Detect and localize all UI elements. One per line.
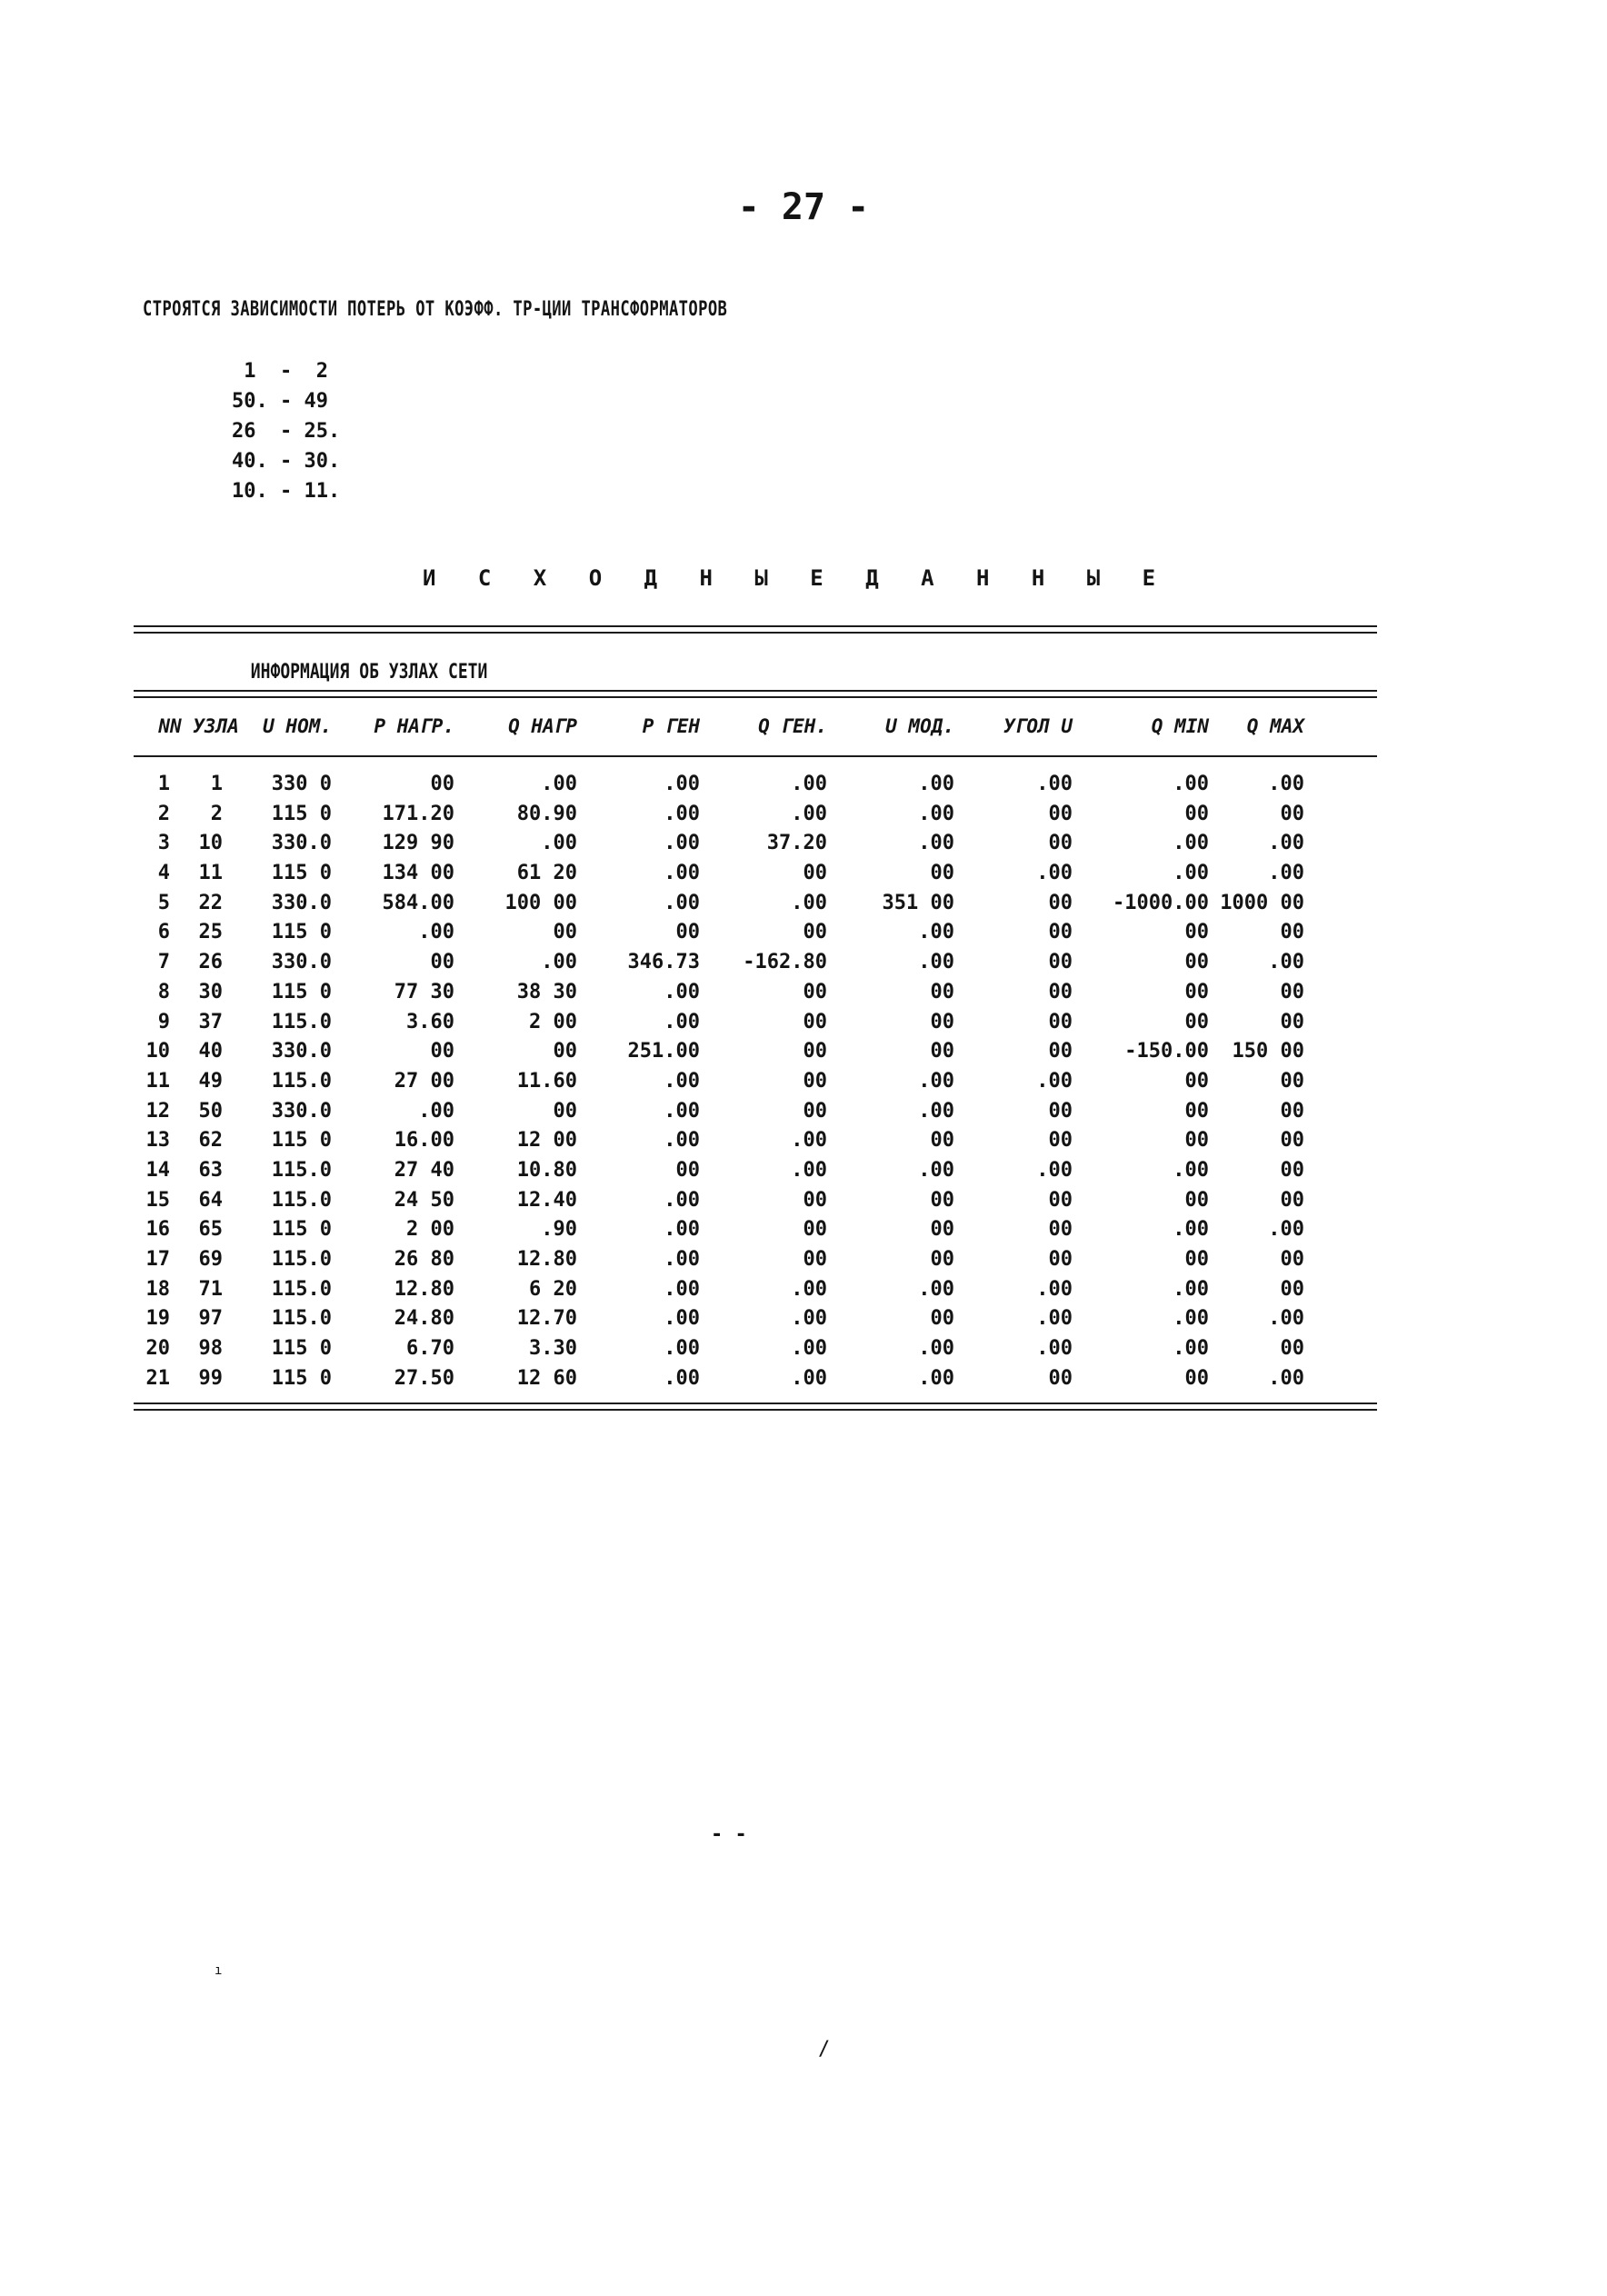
table-cell: 37 (198, 1010, 223, 1033)
table-cell: 00 (1184, 1366, 1209, 1390)
table-cell: 00 (1048, 951, 1073, 974)
table-cell: 98 (198, 1337, 223, 1361)
table-cell: .00 (791, 1129, 827, 1153)
table-cell: 11.60 (516, 1069, 577, 1093)
transformer-pair-list (232, 356, 340, 506)
table-row (134, 1245, 1377, 1275)
table-cell: .00 (791, 1366, 827, 1390)
table-row (134, 829, 1377, 859)
table-cell: .00 (418, 921, 454, 944)
table-cell: 80.90 (516, 802, 577, 825)
table-cell: 115 0 (271, 921, 332, 944)
table-cell: 00 (1280, 1337, 1304, 1361)
table-cell: .00 (918, 1337, 954, 1361)
table-row (134, 948, 1377, 978)
header-top-rule (134, 690, 1377, 698)
table-cell: 13 (145, 1129, 170, 1153)
table-cell: .00 (918, 921, 954, 944)
table-cell: 330.0 (271, 832, 332, 855)
table-row (134, 889, 1377, 919)
table-cell: 4 (157, 862, 170, 885)
table-cell: 22 (198, 891, 223, 914)
table-cell: 2 (210, 802, 223, 825)
table-cell: 00 (1048, 1129, 1073, 1153)
table-cell: 00 (1280, 1069, 1304, 1093)
table-cell: 134 00 (382, 862, 454, 885)
table-cell: 3.60 (406, 1010, 454, 1033)
table-cell: 00 (1184, 802, 1209, 825)
table-cell: .00 (664, 1366, 700, 1390)
table-cell: .00 (791, 891, 827, 914)
table-cell: 30 (198, 980, 223, 1003)
table-cell: .00 (664, 1099, 700, 1123)
table-cell: 00 (1048, 1366, 1073, 1390)
table-cell: 1 (157, 773, 170, 795)
table-cell: .00 (1036, 1158, 1073, 1182)
table-cell: .00 (918, 1069, 954, 1093)
table-cell: 50 (198, 1099, 223, 1123)
table-cell: .00 (664, 1129, 700, 1153)
table-cell: 00 (1048, 891, 1073, 914)
table-cell: .00 (1268, 773, 1304, 795)
table-cell: 00 (930, 862, 954, 885)
table-cell: 61 20 (516, 862, 577, 885)
table-cell: 150 00 (1232, 1040, 1304, 1063)
header-cell: Q ГЕН. (758, 715, 827, 737)
table-row (134, 1126, 1377, 1156)
table-cell: .00 (791, 1337, 827, 1361)
table-cell: 00 (930, 1129, 954, 1153)
table-cell: 00 (803, 1188, 827, 1212)
table-cell: .00 (541, 832, 577, 855)
table-cell: 115 0 (271, 980, 332, 1003)
table-cell: .00 (664, 980, 700, 1003)
table-cell: 00 (1280, 1277, 1304, 1301)
table-caption: ИНФОРМАЦИЯ ОБ УЗЛАХ СЕТИ (250, 661, 488, 684)
table-cell: .00 (1173, 1158, 1209, 1182)
table-cell: 115 0 (271, 862, 332, 885)
table-cell: .00 (664, 773, 700, 795)
table-row (134, 1334, 1377, 1364)
table-cell: 00 (1048, 1040, 1073, 1063)
table-cell: 64 (198, 1188, 223, 1212)
table-cell: 25 (198, 921, 223, 944)
table-row (134, 1364, 1377, 1394)
header-cell: Q MIN (1151, 715, 1209, 737)
table-cell: 12.80 (516, 1248, 577, 1271)
table-cell: 26 (198, 951, 223, 974)
header-cell: P ГЕН (642, 715, 700, 737)
table-top-rule (134, 625, 1377, 634)
table-row (134, 1186, 1377, 1216)
table-cell: 00 (1280, 1010, 1304, 1033)
table-cell: 12 60 (516, 1366, 577, 1390)
table-bottom-rule (134, 1403, 1377, 1411)
table-cell: .00 (1268, 1307, 1304, 1331)
table-cell: 1000 00 (1220, 891, 1304, 914)
table-cell: .00 (1036, 1307, 1073, 1331)
table-cell: 38 30 (516, 980, 577, 1003)
page-number: - 27 - (737, 186, 870, 228)
table-cell: .00 (664, 1248, 700, 1271)
table-cell: 115 0 (271, 1337, 332, 1361)
table-cell: 27.50 (394, 1366, 454, 1390)
table-cell: .00 (664, 862, 700, 885)
table-cell: 00 (1184, 1069, 1209, 1093)
table-cell: 12.70 (516, 1307, 577, 1331)
table-cell: 129 90 (382, 832, 454, 855)
section-title: И С Х О Д Н Ы Е Д А Н Н Ы Е (423, 565, 1158, 591)
table-row (134, 800, 1377, 830)
table-cell: 6 20 (529, 1277, 577, 1301)
table-cell: .00 (1173, 832, 1209, 855)
table-cell: 11 (145, 1069, 170, 1093)
table-cell: .00 (664, 1188, 700, 1212)
table-cell: 6 (157, 921, 170, 944)
table-cell: 100 00 (504, 891, 577, 914)
table-cell: .00 (1173, 1218, 1209, 1242)
stray-mark: / (818, 2038, 831, 2061)
table-cell: .00 (1036, 1069, 1073, 1093)
table-cell: .00 (664, 1069, 700, 1093)
table-cell: 00 (1280, 921, 1304, 944)
table-cell: 00 (930, 980, 954, 1003)
table-cell: .00 (664, 1277, 700, 1301)
table-row (134, 1037, 1377, 1067)
table-cell: 330.0 (271, 1099, 332, 1123)
table-cell: 10 (198, 832, 223, 855)
table-cell: .00 (918, 1158, 954, 1182)
table-row (134, 1008, 1377, 1038)
table-cell: 330.0 (271, 1040, 332, 1063)
document-heading: СТРОЯТСЯ ЗАВИСИМОСТИ ПОТЕРЬ ОТ КОЭФФ. ТР-ЦИИ ТРАНСФОРМАТОРОВ (143, 298, 728, 321)
table-cell: 00 (803, 1069, 827, 1093)
table-cell: 00 (1048, 832, 1073, 855)
table-cell: .00 (664, 1010, 700, 1033)
table-cell: 330.0 (271, 891, 332, 914)
table-cell: .00 (418, 1099, 454, 1123)
table-cell: .00 (1173, 1307, 1209, 1331)
table-cell: 11 (198, 862, 223, 885)
table-cell: .00 (791, 802, 827, 825)
table-cell: 00 (430, 951, 454, 974)
table-cell: 584.00 (382, 891, 454, 914)
table-cell: 115.0 (271, 1307, 332, 1331)
table-cell: 00 (803, 1099, 827, 1123)
table-cell: 40 (198, 1040, 223, 1063)
table-cell: 330.0 (271, 951, 332, 974)
table-cell: .00 (791, 1277, 827, 1301)
table-cell: 115.0 (271, 1010, 332, 1033)
table-cell: 27 00 (394, 1069, 454, 1093)
table-cell: 00 (675, 921, 700, 944)
stray-mark: ı (215, 1963, 223, 1978)
table-cell: 00 (1184, 1188, 1209, 1212)
table-cell: 77 30 (394, 980, 454, 1003)
table-cell: 351 00 (882, 891, 954, 914)
table-cell: 00 (803, 1248, 827, 1271)
table-cell: 00 (1184, 1099, 1209, 1123)
table-cell: 00 (1280, 802, 1304, 825)
table-row (134, 1215, 1377, 1245)
transformer-pair: 10. - 11. (232, 480, 341, 503)
table-cell: 00 (1280, 1188, 1304, 1212)
table-cell: 00 (930, 1307, 954, 1331)
table-cell: .00 (1268, 1366, 1304, 1390)
table-cell: 00 (430, 1040, 454, 1063)
table-cell: 00 (553, 921, 577, 944)
table-cell: .00 (541, 951, 577, 974)
table-cell: .00 (541, 773, 577, 795)
table-cell: .00 (1173, 773, 1209, 795)
table-cell: 00 (1184, 1010, 1209, 1033)
table-cell: 00 (553, 1099, 577, 1123)
table-header-row (134, 698, 1377, 755)
table-cell: 115 0 (271, 1129, 332, 1153)
stray-mark: - - (711, 1823, 747, 1846)
table-cell: 17 (145, 1248, 170, 1271)
table-cell: 00 (1184, 921, 1209, 944)
table-cell: 16.00 (394, 1129, 454, 1153)
table-cell: 00 (930, 1188, 954, 1212)
table-cell: 00 (930, 1040, 954, 1063)
table-cell: 10.80 (516, 1158, 577, 1182)
table-row (134, 1097, 1377, 1127)
table-cell: 2 00 (529, 1010, 577, 1033)
table-cell: .00 (918, 1099, 954, 1123)
table-cell: 115.0 (271, 1158, 332, 1182)
table-cell: .00 (791, 773, 827, 795)
table-cell: 62 (198, 1129, 223, 1153)
table-cell: 115 0 (271, 1218, 332, 1242)
header-cell: Q НАГР (508, 715, 577, 737)
table-cell: .00 (1173, 862, 1209, 885)
table-cell: 00 (803, 1040, 827, 1063)
table-cell: 171.20 (382, 802, 454, 825)
transformer-pair: 1 - 2 (232, 360, 328, 383)
table-cell: .00 (1036, 773, 1073, 795)
table-cell: 00 (1048, 1010, 1073, 1033)
table-cell: .00 (1036, 862, 1073, 885)
table-cell: 10 (145, 1040, 170, 1063)
table-cell: .00 (918, 1366, 954, 1390)
table-row (134, 978, 1377, 1008)
header-cell: N (158, 715, 170, 737)
table-cell: 00 (1184, 980, 1209, 1003)
header-cell: УГОЛ U (1003, 715, 1073, 737)
header-cell: U МОД. (885, 715, 954, 737)
table-cell: 00 (1048, 980, 1073, 1003)
table-cell: 1 (210, 773, 223, 795)
table-cell: .00 (664, 802, 700, 825)
table-row (134, 1156, 1377, 1186)
table-cell: .00 (1268, 951, 1304, 974)
table-cell: .00 (918, 951, 954, 974)
table-cell: 24 50 (394, 1188, 454, 1212)
table-cell: 00 (1048, 1248, 1073, 1271)
table-cell: 7 (157, 951, 170, 974)
table-cell: .00 (1036, 1277, 1073, 1301)
table-cell: 00 (1280, 980, 1304, 1003)
table-cell: .00 (664, 891, 700, 914)
header-cell: U НОМ. (263, 715, 332, 737)
transformer-pair: 50. - 49 (232, 390, 328, 413)
table-cell: 00 (1184, 1248, 1209, 1271)
table-row (134, 859, 1377, 889)
table-cell: 5 (157, 891, 170, 914)
table-cell: 115 0 (271, 802, 332, 825)
table-cell: 71 (198, 1277, 223, 1301)
table-cell: .90 (541, 1218, 577, 1242)
table-cell: .00 (664, 1307, 700, 1331)
table-cell: -150.00 (1124, 1040, 1209, 1063)
table-cell: 21 (145, 1366, 170, 1390)
table-cell: .00 (791, 1307, 827, 1331)
table-cell: .00 (918, 832, 954, 855)
table-body (134, 757, 1377, 1403)
table-cell: 00 (430, 773, 454, 795)
table-cell: .00 (1268, 1218, 1304, 1242)
table-cell: 99 (198, 1366, 223, 1390)
header-cell: P НАГР. (374, 715, 454, 737)
header-cell: N УЗЛА (170, 715, 239, 737)
table-cell: 97 (198, 1307, 223, 1331)
table-cell: 00 (675, 1158, 700, 1182)
table-cell: 115.0 (271, 1277, 332, 1301)
table-cell: 00 (1048, 1218, 1073, 1242)
table-cell: 12 00 (516, 1129, 577, 1153)
table-cell: 14 (145, 1158, 170, 1182)
table-cell: .00 (1268, 832, 1304, 855)
table-cell: 2 00 (406, 1218, 454, 1242)
table-row (134, 770, 1377, 800)
table-cell: 16 (145, 1218, 170, 1242)
table-cell: .00 (918, 773, 954, 795)
table-cell: 24.80 (394, 1307, 454, 1331)
table-cell: 330 0 (271, 773, 332, 795)
table-cell: 115 0 (271, 1366, 332, 1390)
table-cell: 9 (157, 1010, 170, 1033)
table-cell: 15 (145, 1188, 170, 1212)
table-cell: 49 (198, 1069, 223, 1093)
table-cell: 12 (145, 1099, 170, 1123)
table-cell: 00 (1048, 1099, 1073, 1123)
table-cell: 00 (803, 980, 827, 1003)
table-row (134, 1067, 1377, 1097)
table-cell: 00 (930, 1248, 954, 1271)
table-cell: 00 (1048, 1188, 1073, 1212)
table-cell: 00 (803, 1218, 827, 1242)
table-cell: 18 (145, 1277, 170, 1301)
table-row (134, 1304, 1377, 1334)
table-cell: 115.0 (271, 1069, 332, 1093)
table-cell: 00 (930, 1218, 954, 1242)
table-cell: 6.70 (406, 1337, 454, 1361)
table-cell: .00 (791, 1158, 827, 1182)
table-cell: 00 (803, 1010, 827, 1033)
table-cell: 251.00 (627, 1040, 700, 1063)
table-cell: 00 (1048, 921, 1073, 944)
transformer-pair: 40. - 30. (232, 450, 341, 473)
table-cell: 00 (1184, 1129, 1209, 1153)
header-cell: Q MAX (1246, 715, 1304, 737)
table-cell: 00 (930, 1010, 954, 1033)
table-cell: .00 (918, 802, 954, 825)
table-cell: -162.80 (743, 951, 827, 974)
table-cell: 20 (145, 1337, 170, 1361)
table-row (134, 918, 1377, 948)
table-cell: 00 (1280, 1248, 1304, 1271)
node-info-table (134, 625, 1377, 1411)
table-cell: .00 (918, 1277, 954, 1301)
table-cell: 00 (1048, 802, 1073, 825)
table-cell: 00 (1280, 1099, 1304, 1123)
table-cell: 27 40 (394, 1158, 454, 1182)
table-cell: 00 (1280, 1129, 1304, 1153)
table-cell: 26 80 (394, 1248, 454, 1271)
table-cell: 115.0 (271, 1248, 332, 1271)
table-cell: .00 (1268, 862, 1304, 885)
transformer-pair: 26 - 25. (232, 420, 341, 443)
table-cell: 00 (553, 1040, 577, 1063)
table-cell: 00 (803, 862, 827, 885)
table-cell: 00 (1280, 1158, 1304, 1182)
table-cell: 12.80 (394, 1277, 454, 1301)
table-cell: 00 (1184, 951, 1209, 974)
table-cell: 2 (157, 802, 170, 825)
table-cell: .00 (1036, 1337, 1073, 1361)
table-cell: .00 (664, 832, 700, 855)
table-cell: 3.30 (529, 1337, 577, 1361)
table-cell: .00 (664, 1218, 700, 1242)
table-cell: 115.0 (271, 1188, 332, 1212)
table-cell: .00 (1173, 1277, 1209, 1301)
table-cell: 19 (145, 1307, 170, 1331)
table-cell: 346.73 (627, 951, 700, 974)
table-cell: .00 (664, 1337, 700, 1361)
table-row (134, 1275, 1377, 1305)
table-cell: 00 (803, 921, 827, 944)
table-cell: 69 (198, 1248, 223, 1271)
table-cell: 65 (198, 1218, 223, 1242)
table-cell: 37.20 (766, 832, 827, 855)
table-cell: 8 (157, 980, 170, 1003)
table-cell: 3 (157, 832, 170, 855)
table-cell: -1000.00 (1113, 891, 1209, 914)
table-cell: 63 (198, 1158, 223, 1182)
table-cell: .00 (1173, 1337, 1209, 1361)
table-cell: 12.40 (516, 1188, 577, 1212)
